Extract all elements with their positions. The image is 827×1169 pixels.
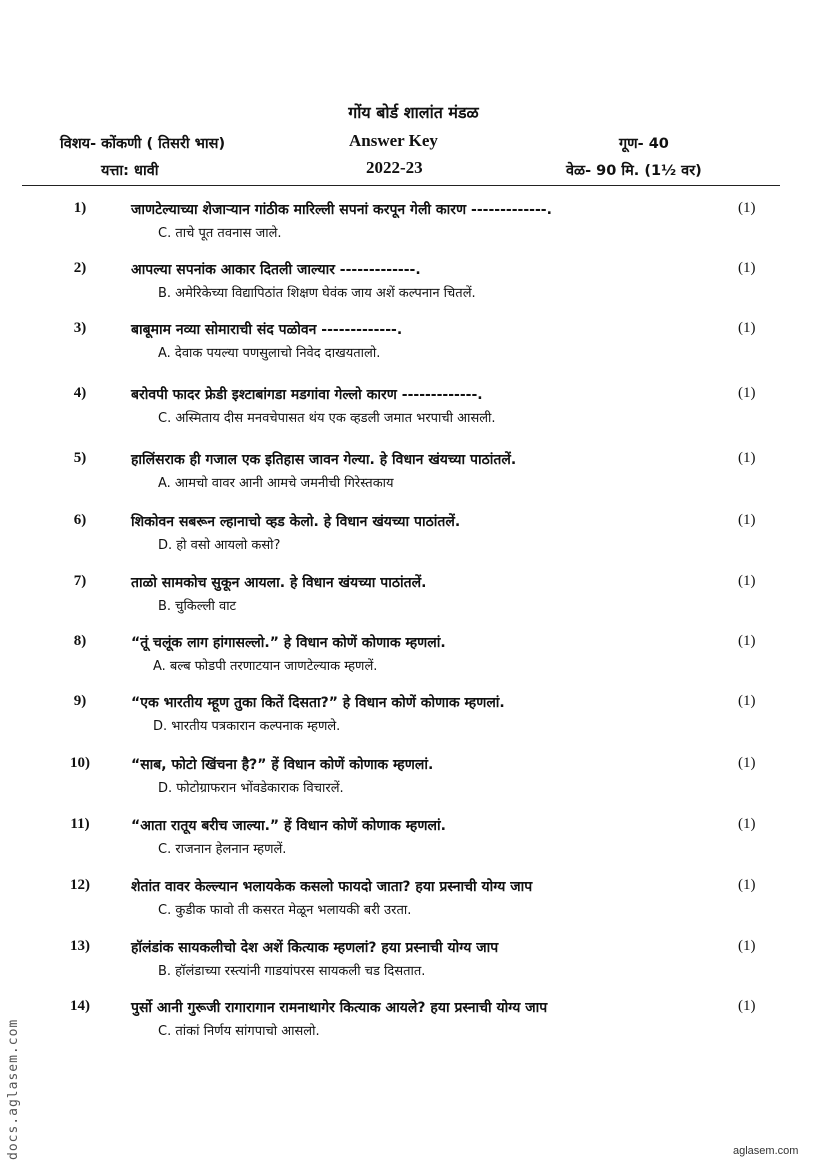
question-number: 13) xyxy=(70,938,90,954)
question-marks: (1) xyxy=(738,260,756,276)
question-text: जाणटेल्याच्या शेजाऱ्यान गांठीक मारिल्ली सपनां करपून गेली कारण -------------. xyxy=(131,202,552,218)
question-number: 2) xyxy=(73,260,87,276)
question-marks: (1) xyxy=(738,633,756,649)
question-text: हालिंसराक ही गजाल एक इतिहास जावन गेल्या. हे विधान खंयच्या पाठांतलें. xyxy=(131,452,517,468)
answer-text: D. फोटोग्राफरान भोंवडेकाराक विचारलें. xyxy=(158,781,344,796)
subject-label: विशय- कोंकणी ( तिसरी भास) xyxy=(60,136,226,152)
question-3 xyxy=(0,320,827,370)
question-text: “एक भारतीय म्हूण तुका कितें दिसता?” हे विधान कोणें कोणाक म्हणलां. xyxy=(131,695,505,711)
answer-text: D. भारतीय पत्रकारान कल्पनाक म्हणले. xyxy=(153,719,341,734)
question-marks: (1) xyxy=(738,450,756,466)
question-marks: (1) xyxy=(738,877,756,893)
question-number: 9) xyxy=(73,693,87,709)
class-label: यत्ता: धावी xyxy=(101,163,159,179)
side-watermark: docs.aglasem.com xyxy=(6,1018,21,1160)
board-title: गोंय बोर्ड शालांत मंडळ xyxy=(348,103,479,122)
question-10 xyxy=(0,755,827,805)
answer-text: C. अस्मिताय दीस मनवचेपासत थंय एक व्हडली जमात भरपाची आसली. xyxy=(158,411,496,426)
question-number: 5) xyxy=(73,450,87,466)
question-marks: (1) xyxy=(738,320,756,336)
answer-text: D. हो वसो आयलो कसो? xyxy=(158,538,281,553)
question-marks: (1) xyxy=(738,755,756,771)
question-9 xyxy=(0,693,827,743)
question-text: पुर्सो आनी गुरूजी रागारागान रामनाथागेर कित्याक आयले? हया प्रस्नाची योग्य जाप xyxy=(131,1000,548,1016)
question-12 xyxy=(0,877,827,927)
question-number: 8) xyxy=(73,633,87,649)
answer-text: C. तांकां निर्णय सांगपाचो आसलो. xyxy=(158,1024,320,1039)
answer-text: B. चुकिल्ली वाट xyxy=(158,599,237,614)
question-number: 4) xyxy=(73,385,87,401)
answer-text: C. राजनान हेलनान म्हणलें. xyxy=(158,842,287,857)
answer-text: C. ताचे पूत तवनास जाले. xyxy=(158,226,282,241)
question-13 xyxy=(0,938,827,988)
question-text: बरोवपी फादर फ्रेडी इश्टाबांगडा मडगांवा गेल्लो कारण -------------. xyxy=(131,387,483,403)
question-marks: (1) xyxy=(738,693,756,709)
answer-key-label: Answer Key xyxy=(349,131,438,150)
footer-site: aglasem.com xyxy=(733,1145,799,1157)
question-text: “तूं चलूंक लाग हांगासल्लो.” हे विधान कोणें कोणाक म्हणलां. xyxy=(131,635,446,651)
header-rule xyxy=(22,185,780,186)
answer-text: C. कुडीक फावो ती कसरत मेळून भलायकी बरी उरता. xyxy=(158,903,412,918)
question-number: 12) xyxy=(70,877,90,893)
question-text: बाबूमाम नव्या सोमाराची संद पळोवन -------------. xyxy=(131,322,403,338)
answer-text: B. अमेरिकेच्या विद्यापिठांत शिक्षण घेवंक जाय अशें कल्पनान चितलें. xyxy=(158,286,476,301)
question-14 xyxy=(0,998,827,1048)
question-text: हॉलंडांक सायकलीचो देश अशें कित्याक म्हणलां? हया प्रस्नाची योग्य जाप xyxy=(131,940,499,956)
question-4 xyxy=(0,385,827,435)
answer-text: A. आमचो वावर आनी आमचे जमनीची गिरेस्तकाय xyxy=(158,476,394,491)
question-marks: (1) xyxy=(738,573,756,589)
question-marks: (1) xyxy=(738,200,756,216)
question-number: 14) xyxy=(70,998,90,1014)
question-7 xyxy=(0,573,827,623)
question-marks: (1) xyxy=(738,816,756,832)
question-5 xyxy=(0,450,827,500)
question-text: शिकोवन सबरून ल्हानाचो व्हड केलो. हे विधान खंयच्या पाठांतलें. xyxy=(131,514,461,530)
question-marks: (1) xyxy=(738,385,756,401)
question-number: 1) xyxy=(73,200,87,216)
question-1 xyxy=(0,200,827,250)
question-number: 10) xyxy=(70,755,90,771)
question-8 xyxy=(0,633,827,683)
year-label: 2022-23 xyxy=(366,158,423,177)
question-number: 6) xyxy=(73,512,87,528)
question-text: ताळो सामकोच सुकून आयला. हे विधान खंयच्या पाठांतलें. xyxy=(131,575,427,591)
total-marks-label: गूण- 40 xyxy=(619,136,669,152)
question-number: 11) xyxy=(70,816,90,832)
question-marks: (1) xyxy=(738,998,756,1014)
answer-text: A. देवाक पयल्या पणसुलाचो निवेद दाखयतालो. xyxy=(158,346,381,361)
time-label: वेळ- 90 मि. (1½ वर) xyxy=(566,163,702,179)
question-2 xyxy=(0,260,827,310)
question-text: शेतांत वावर केल्ल्यान भलायकेक कसलो फायदो जाता? हया प्रस्नाची योग्य जाप xyxy=(131,879,533,895)
question-6 xyxy=(0,512,827,562)
question-11 xyxy=(0,816,827,866)
question-text: आपल्या सपनांक आकार दितली जाल्यार -------------. xyxy=(131,262,421,278)
answer-text: B. हॉलंडाच्या रस्त्यांनी गाडयांपरस सायकली चड दिसतात. xyxy=(158,964,426,979)
question-number: 7) xyxy=(73,573,87,589)
question-text: “आता रातूय बरीच जाल्या.” हें विधान कोणें कोणाक म्हणलां. xyxy=(131,818,446,834)
question-number: 3) xyxy=(73,320,87,336)
question-marks: (1) xyxy=(738,938,756,954)
question-marks: (1) xyxy=(738,512,756,528)
answer-text: A. बल्ब फोडपी तरणाटयान जाणटेल्याक म्हणलें. xyxy=(153,659,378,674)
question-text: “साब, फोटो खिंचना है?” हें विधान कोणें कोणाक म्हणलां. xyxy=(131,757,434,773)
